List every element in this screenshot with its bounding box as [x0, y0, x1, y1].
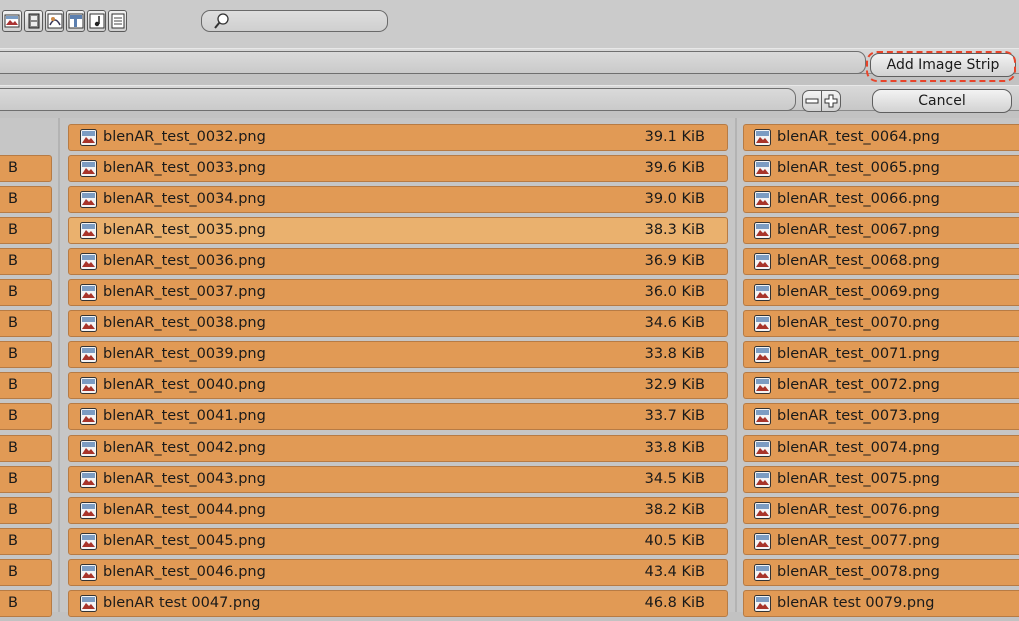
image-browser-icon[interactable]	[2, 10, 22, 32]
list-item-stub[interactable]: B	[0, 528, 52, 555]
image-file-icon	[80, 253, 97, 270]
file-name: blenAR_test_0042.png	[103, 440, 266, 456]
file-name: blenAR_test_0044.png	[103, 502, 266, 518]
file-size: 33.8 KiB	[644, 346, 705, 362]
file-name: blenAR_test_0070.png	[777, 315, 940, 331]
image-file-icon	[80, 533, 97, 550]
toolbar	[0, 0, 1019, 48]
file-name: blenAR_test_0074.png	[777, 440, 940, 456]
file-size: 33.7 KiB	[644, 408, 705, 424]
highlight-ring	[866, 51, 1016, 82]
file-name: blenAR_test_0041.png	[103, 408, 266, 424]
image-file-icon	[80, 595, 97, 612]
list-item-stub[interactable]: B	[0, 403, 52, 430]
image-file-icon	[754, 440, 771, 457]
file-name: blenAR_test_0046.png	[103, 564, 266, 580]
file-size: 39.6 KiB	[644, 160, 705, 176]
image-file-icon	[80, 129, 97, 146]
file-row[interactable]	[743, 248, 1019, 275]
file-row[interactable]	[68, 497, 728, 524]
plus-icon	[822, 91, 840, 111]
file-row[interactable]	[743, 186, 1019, 213]
file-row[interactable]	[743, 528, 1019, 555]
cancel-button[interactable]: Cancel	[872, 89, 1012, 113]
list-item-stub[interactable]: B	[0, 248, 52, 275]
image-file-icon	[754, 595, 771, 612]
image-file-icon	[80, 222, 97, 239]
file-row[interactable]	[68, 279, 728, 306]
file-row[interactable]	[743, 155, 1019, 182]
file-size: 46.8 KiB	[644, 595, 705, 611]
file-row[interactable]	[743, 497, 1019, 524]
file-name: blenAR_test_0065.png	[777, 160, 940, 176]
list-item-stub[interactable]: B	[0, 155, 52, 182]
file-row[interactable]	[743, 590, 1019, 617]
font-icon[interactable]	[66, 10, 85, 32]
file-name: blenAR_test_0043.png	[103, 471, 266, 487]
file-name: blenAR_test_0039.png	[103, 346, 266, 362]
file-name: blenAR_test_0069.png	[777, 284, 940, 300]
file-row[interactable]	[68, 155, 728, 182]
file-row[interactable]	[68, 341, 728, 368]
minus-icon	[803, 91, 821, 111]
image-file-icon	[80, 471, 97, 488]
file-name: blenAR_test_0075.png	[777, 471, 940, 487]
add-image-strip-button[interactable]: Add Image Strip	[870, 53, 1016, 77]
image-file-icon	[754, 284, 771, 301]
image-file-icon	[754, 160, 771, 177]
file-row[interactable]	[743, 279, 1019, 306]
image-file-icon	[754, 471, 771, 488]
list-item-stub[interactable]: B	[0, 186, 52, 213]
file-name: blenAR_test_0037.png	[103, 284, 266, 300]
file-name: blenAR_test_0067.png	[777, 222, 940, 238]
file-row[interactable]	[68, 435, 728, 462]
file-row[interactable]	[68, 248, 728, 275]
file-name: blenAR_test_0036.png	[103, 253, 266, 269]
list-item-stub[interactable]: B	[0, 497, 52, 524]
increment-button[interactable]	[821, 90, 841, 112]
file-row[interactable]	[743, 372, 1019, 399]
file-row[interactable]	[743, 466, 1019, 493]
list-item-stub[interactable]: B	[0, 559, 52, 586]
file-name: blenAR_test_0068.png	[777, 253, 940, 269]
file-row[interactable]	[743, 341, 1019, 368]
file-size: 36.9 KiB	[644, 253, 705, 269]
column-divider	[58, 118, 60, 612]
image-file-icon	[80, 408, 97, 425]
file-row[interactable]	[68, 403, 728, 430]
file-name: blenAR_test_0032.png	[103, 129, 266, 145]
filename-field[interactable]	[0, 88, 796, 111]
image-file-icon	[80, 191, 97, 208]
image-file-icon	[754, 377, 771, 394]
image-file-icon	[754, 502, 771, 519]
image-file-icon	[754, 346, 771, 363]
image-file-icon	[754, 564, 771, 581]
file-size: 39.1 KiB	[644, 129, 705, 145]
list-item-stub[interactable]: B	[0, 372, 52, 399]
image-file-icon	[80, 502, 97, 519]
file-row[interactable]	[743, 403, 1019, 430]
list-item-stub[interactable]: B	[0, 590, 52, 617]
image-file-icon	[754, 129, 771, 146]
file-row[interactable]	[743, 124, 1019, 151]
file-name: blenAR_test_0064.png	[777, 129, 940, 145]
file-row[interactable]	[68, 372, 728, 399]
file-name: blenAR_test_0040.png	[103, 377, 266, 393]
file-row[interactable]	[743, 217, 1019, 244]
file-row[interactable]	[68, 186, 728, 213]
file-row[interactable]	[68, 528, 728, 555]
image-file-icon	[80, 377, 97, 394]
column-divider	[735, 118, 737, 612]
image-file-icon	[754, 253, 771, 270]
decrement-button[interactable]	[802, 90, 822, 112]
file-row[interactable]	[68, 466, 728, 493]
image-file-icon	[754, 315, 771, 332]
file-name: blenAR_test_0035.png	[103, 222, 266, 238]
file-size: 40.5 KiB	[644, 533, 705, 549]
file-size: 34.6 KiB	[644, 315, 705, 331]
image-file-icon	[80, 564, 97, 581]
magnifier-icon	[212, 12, 232, 31]
search-input[interactable]	[201, 10, 388, 32]
list-item-stub[interactable]: B	[0, 279, 52, 306]
image-file-icon	[754, 222, 771, 239]
file-name: blenAR_test_0076.png	[777, 502, 940, 518]
directory-field[interactable]	[0, 51, 866, 74]
file-size: 36.0 KiB	[644, 284, 705, 300]
image-file-icon	[80, 315, 97, 332]
film-strip-icon[interactable]	[24, 10, 43, 32]
file-name: blenAR_test_0073.png	[777, 408, 940, 424]
file-size: 43.4 KiB	[644, 564, 705, 580]
list-item-stub[interactable]: B	[0, 217, 52, 244]
file-name: blenAR_test_0066.png	[777, 191, 940, 207]
file-name: blenAR_test_0078.png	[777, 564, 940, 580]
file-name: blenAR_test_0033.png	[103, 160, 266, 176]
image-file-icon	[754, 191, 771, 208]
file-name: blenAR_test_0072.png	[777, 377, 940, 393]
file-row[interactable]	[743, 435, 1019, 462]
file-size: 38.3 KiB	[644, 222, 705, 238]
file-name: blenAR test 0079.png	[777, 595, 935, 611]
file-name: blenAR_test_0077.png	[777, 533, 940, 549]
file-row[interactable]	[743, 310, 1019, 337]
file-row[interactable]	[68, 217, 728, 244]
file-name: blenAR test 0047.png	[103, 595, 261, 611]
image-file-icon	[754, 408, 771, 425]
image-file-icon	[80, 160, 97, 177]
file-row[interactable]	[68, 310, 728, 337]
file-name: blenAR_test_0038.png	[103, 315, 266, 331]
file-name: blenAR_test_0071.png	[777, 346, 940, 362]
file-row[interactable]	[68, 559, 728, 586]
list-item-stub[interactable]: B	[0, 435, 52, 462]
file-size: 33.8 KiB	[644, 440, 705, 456]
blend-file-icon[interactable]	[45, 10, 64, 32]
image-file-icon	[754, 533, 771, 550]
text-file-icon[interactable]	[108, 10, 127, 32]
file-size: 34.5 KiB	[644, 471, 705, 487]
image-file-icon	[80, 284, 97, 301]
file-name: blenAR_test_0034.png	[103, 191, 266, 207]
image-file-icon	[80, 346, 97, 363]
file-row[interactable]	[68, 590, 728, 617]
list-item-stub[interactable]: B	[0, 466, 52, 493]
file-size: 38.2 KiB	[644, 502, 705, 518]
file-name: blenAR_test_0045.png	[103, 533, 266, 549]
image-file-icon	[80, 440, 97, 457]
file-row[interactable]	[743, 559, 1019, 586]
file-size: 39.0 KiB	[644, 191, 705, 207]
file-size: 32.9 KiB	[644, 377, 705, 393]
list-item-stub[interactable]: B	[0, 341, 52, 368]
sound-icon[interactable]	[87, 10, 106, 32]
list-item-stub[interactable]: B	[0, 310, 52, 337]
file-row[interactable]	[68, 124, 728, 151]
